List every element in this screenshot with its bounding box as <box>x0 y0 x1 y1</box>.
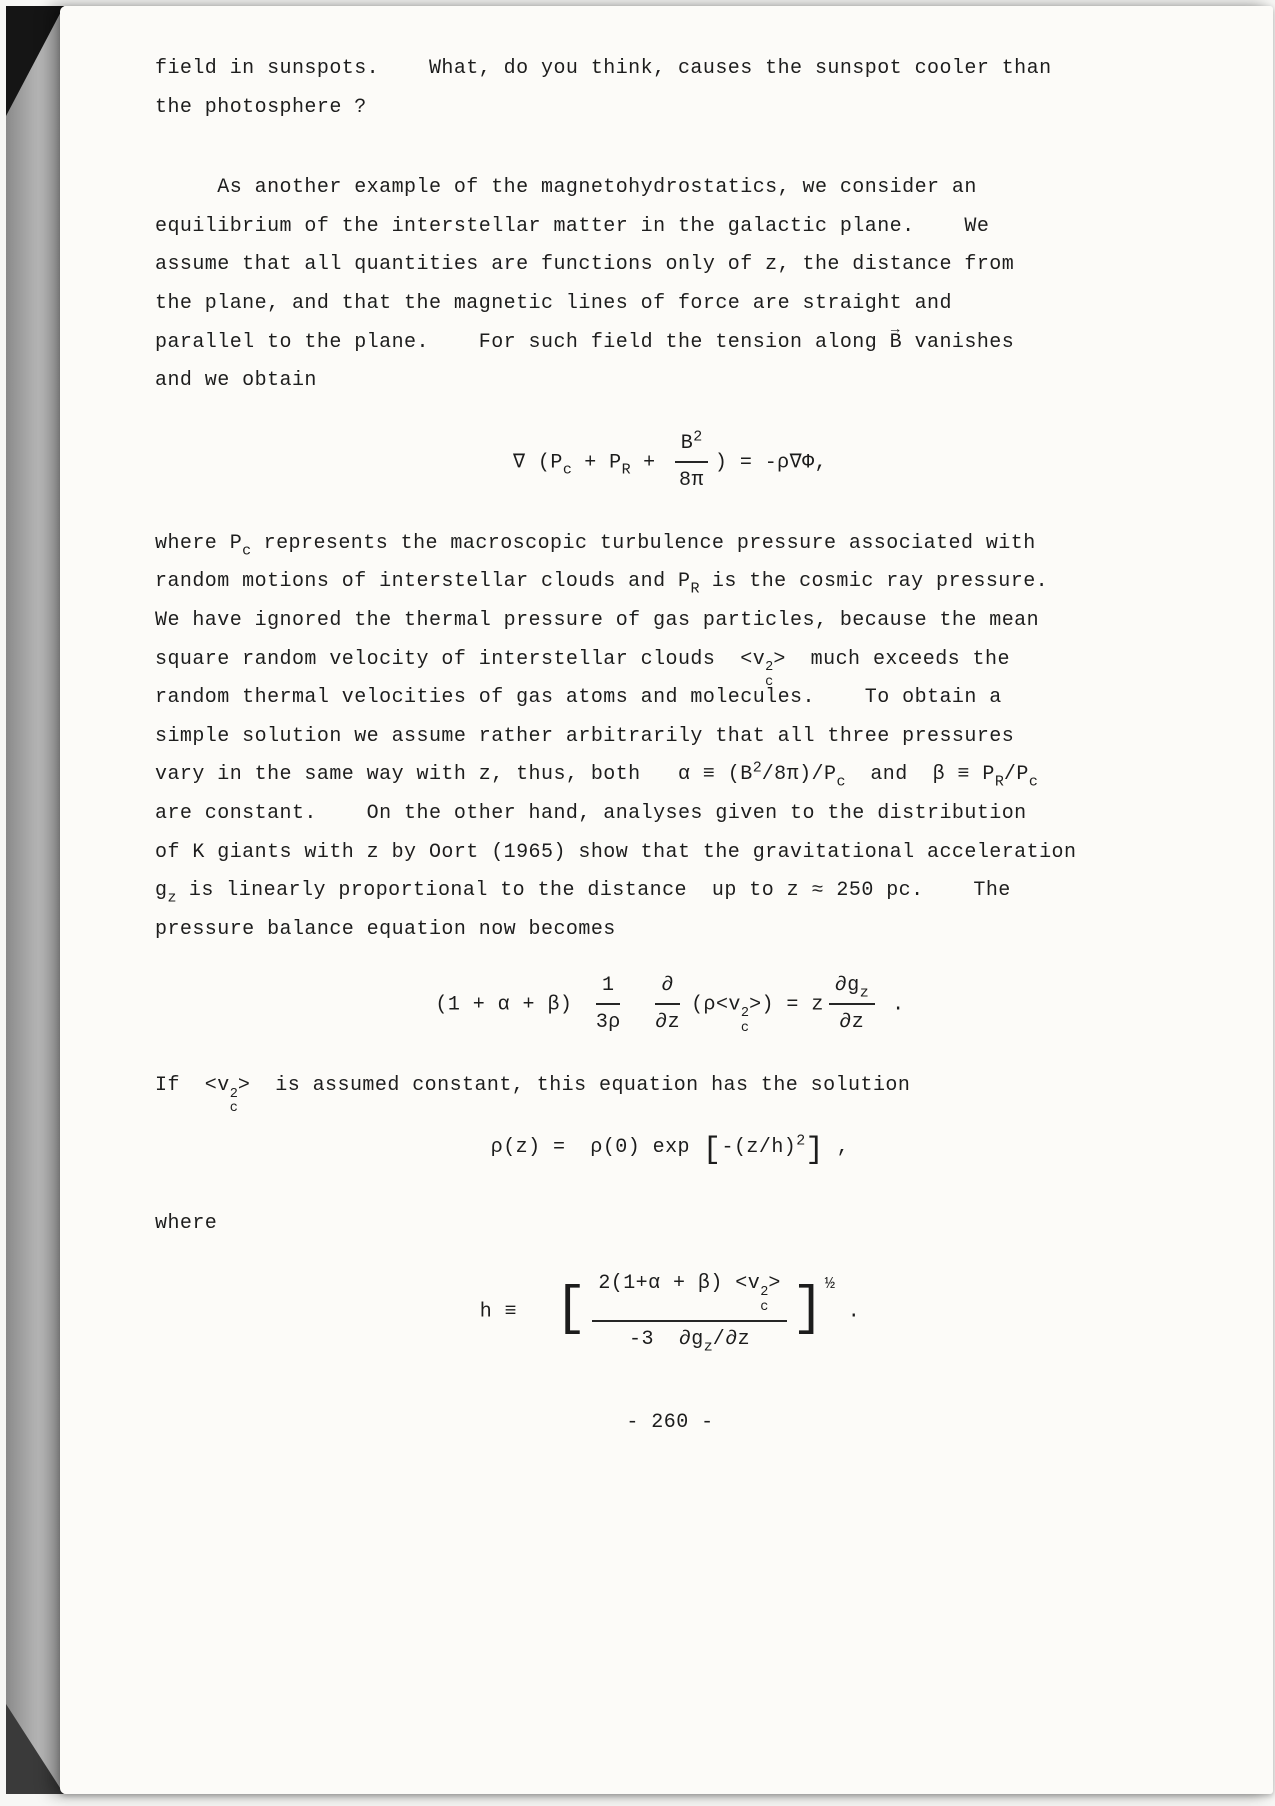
paragraph-continuation <box>155 50 1185 127</box>
text-line: random thermal velocities of gas atoms and molecules. To obtain a <box>155 686 1002 710</box>
document-page <box>60 6 1273 1794</box>
text-line: where <box>155 1211 218 1235</box>
text-line: assume that all quantities are functions only of z, the distance from <box>155 253 1015 277</box>
text-line: pressure balance equation now becomes <box>155 917 616 941</box>
text-line: equilibrium of the interstellar matter in the galactic plane. We <box>155 214 990 238</box>
paragraph-pressures <box>155 525 1185 950</box>
scan-page-edge <box>6 6 64 1794</box>
paragraph-magnetohydrostatics <box>155 169 1185 401</box>
equation-density-solution: ρ(z) = ρ(0) $\exp [-(z/h)^2]$ , <box>490 1132 850 1168</box>
text-line: If <v 2 c > is assumed constant, this equation has the solution <box>155 1074 911 1117</box>
page-content <box>155 50 1185 1442</box>
paragraph-solution-intro <box>155 1067 1185 1117</box>
text-line: As another example of the magnetohydrostatics, we consider an <box>155 176 977 200</box>
text-line: $g_z$ is linearly proportional to the distance up to z ≈ 250 pc. The <box>155 879 1011 907</box>
equation-scale-height: h ≡ [ 2(1+α + β) <v 2 c > -3 $\partial g_z/\partial z$ ]$^{\frac{1}{2}}$ . <box>155 1269 1185 1353</box>
text-line: field in sunspots. What, do you think, causes the sunspot cooler than <box>155 57 1052 80</box>
paragraph-where <box>155 1205 1185 1244</box>
equation-pressure-gradient: ∇ ($P_c + P_R$ + $\frac{B^2}{8\pi}$ ) = -ρ∇Φ, <box>512 428 828 492</box>
text-line: square random velocity of interstellar clouds <v 2 c > much exceeds the <box>155 647 1010 690</box>
text-line: vary in the same way with z, thus, both $\alpha \equiv (B^2/8\pi)/P_c$ and $\beta \equiv P_R/P_c$ <box>155 759 1038 791</box>
text-line: parallel to the plane. For such field the tension along B → vanishes <box>155 324 1185 363</box>
text-line: of K giants with z by Oort (1965) show that the gravitational acceleration <box>155 840 1077 864</box>
text-line: are constant. On the other hand, analyses given to the distribution <box>155 801 1027 825</box>
equation-pressure-balance: (1 + α + β) $\frac{1}{3\rho}$ $\frac{\partial}{\partial z}$ (ρ<v 2 c >) = z $\frac{\partial g_z}{\partial z}$ . <box>155 971 1185 1037</box>
text-line: simple solution we assume rather arbitrarily that all three pressures <box>155 724 1015 748</box>
text-line: random motions of interstellar clouds and $P_R$ is the cosmic ray pressure. <box>155 570 1049 598</box>
text-line: the photosphere ? <box>155 95 367 119</box>
text-line: We have ignored the thermal pressure of gas particles, because the mean <box>155 608 1040 632</box>
text-line: the plane, and that the magnetic lines of force are straight and <box>155 291 952 315</box>
text-line: where $P_c$ represents the macroscopic turbulence pressure associated with <box>155 531 1036 560</box>
page-number: - 260 - <box>626 1410 714 1434</box>
text-line: and we obtain <box>155 369 317 393</box>
